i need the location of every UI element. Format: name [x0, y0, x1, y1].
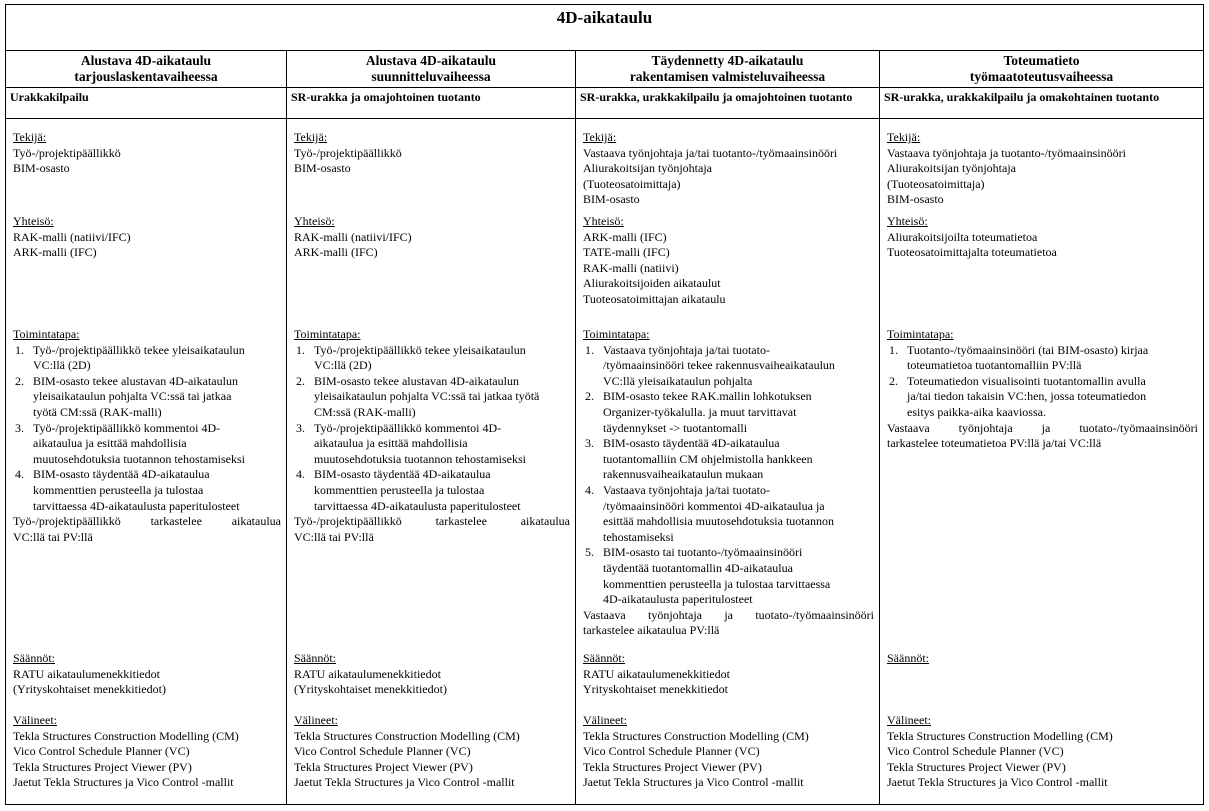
column-1 — [6, 50, 286, 804]
column-heading-line-2: suunnitteluvaiheessa — [371, 69, 491, 84]
saannot-section — [583, 651, 874, 698]
step-line: 1. Tuotanto-/työmaainsinööri (tai BIM-osasto) kirjaa — [907, 342, 1149, 357]
yhteiso-line: Aliurakoitsijoiden aikataulut — [583, 276, 721, 291]
closing-line: VC:llä tai PV:llä — [294, 529, 374, 544]
step-line: VC:llä (2D) — [314, 358, 372, 373]
step-item — [27, 374, 281, 421]
yhteiso-section — [13, 214, 281, 261]
step-line: täydennykset -> tuotantomalli — [603, 420, 748, 435]
valineet-line: Tekla Structures Project Viewer (PV) — [294, 759, 473, 774]
valineet-line: Tekla Structures Construction Modelling (CM) — [887, 728, 1113, 743]
saannot-label: Säännöt: — [583, 651, 625, 665]
tekija-line: Aliurakoitsijan työnjohtaja — [583, 161, 712, 176]
valineet-line: Tekla Structures Construction Modelling (CM) — [583, 728, 809, 743]
table-title: 4D-aikataulu — [6, 5, 1203, 51]
step-line: aikataulua ja esittää mahdollisia — [33, 436, 187, 451]
step-item — [27, 343, 281, 374]
valineet-line: Tekla Structures Project Viewer (PV) — [583, 759, 762, 774]
column-heading-line-2: rakentamisen valmisteluvaiheessa — [629, 69, 826, 84]
saannot-section — [887, 651, 1198, 667]
step-line: kommenttien perusteella ja tulostaa tarvittaessa — [603, 576, 831, 591]
toimintatapa-section — [887, 327, 1198, 452]
column-heading — [6, 50, 286, 88]
valineet-line: Tekla Structures Project Viewer (PV) — [887, 759, 1066, 774]
column-heading-line-1: Täydennetty 4D-aikataulu — [651, 53, 804, 68]
tekija-label: Tekijä: — [294, 130, 328, 144]
step-line: VC:llä (2D) — [33, 358, 91, 373]
toimintatapa-label: Toimintatapa: — [887, 327, 954, 341]
toimintatapa-label: Toimintatapa: — [294, 327, 361, 341]
valineet-label: Välineet: — [294, 713, 338, 727]
column-heading-line-2: tarjouslaskentavaiheessa — [74, 69, 218, 84]
tekija-label: Tekijä: — [887, 130, 921, 144]
closing-line: Vastaava työnjohtaja ja tuotato-/työmaainsinööri — [887, 420, 1198, 435]
tekija-line: Vastaava työnjohtaja ja/tai tuotanto-/työmaainsinööri — [583, 145, 838, 160]
step-line: esittää mahdollisia muutosehdotuksia tuotannon — [603, 514, 834, 529]
step-line: täydentää tuotantomallin 4D-aikataulua — [603, 560, 793, 575]
step-item — [901, 343, 1198, 374]
step-line: rakennusvaiheaikataulun mukaan — [603, 467, 764, 482]
closing-line: tarkastelee aikataulua PV:llä — [583, 623, 720, 638]
schedule-table — [5, 4, 1204, 805]
step-line: 4D-aikataulusta paperitulosteet — [603, 592, 753, 607]
tekija-line: Vastaava työnjohtaja ja tuotanto-/työmaainsinööri — [887, 145, 1126, 160]
step-item — [308, 421, 570, 468]
yhteiso-line: TATE-malli (IFC) — [583, 245, 670, 260]
closing-line: Vastaava työnjohtaja ja tuotato-/työmaainsinööri — [583, 607, 874, 622]
tekija-section — [583, 130, 874, 208]
column-3 — [575, 50, 879, 804]
tekija-line: Aliurakoitsijan työnjohtaja — [887, 161, 1016, 176]
step-line: työtä CM:ssä (RAK-malli) — [33, 404, 162, 419]
column-heading-line-1: Toteumatieto — [1003, 53, 1080, 68]
tekija-line: BIM-osasto — [887, 192, 944, 207]
closing-line: tarkastelee toteumatietoa PV:llä ja/tai VC:llä — [887, 436, 1102, 451]
saannot-line: RATU aikataulumenekkitiedot — [294, 666, 441, 681]
column-heading-line-1: Alustava 4D-aikataulu — [80, 53, 212, 68]
valineet-section — [887, 713, 1198, 791]
valineet-section — [294, 713, 570, 791]
toimintatapa-section — [13, 327, 281, 545]
saannot-section — [13, 651, 281, 698]
step-line: 4. BIM-osasto täydentää 4D-aikataulua — [314, 467, 491, 482]
toimintatapa-section — [583, 327, 874, 639]
column-4 — [879, 50, 1203, 804]
step-line: 1. Työ-/projektipäällikkö tekee yleisaikataulun — [314, 342, 526, 357]
yhteiso-section — [294, 214, 570, 261]
step-line: 2. BIM-osasto tekee RAK.mallin lohkotuksen — [603, 389, 812, 404]
column-heading — [287, 50, 575, 88]
step-line: tarvittaessa 4D-aikataulusta paperitulosteet — [33, 498, 240, 513]
steps-list — [294, 343, 570, 515]
column-heading-line-2: työmaatoteutusvaiheessa — [969, 69, 1114, 84]
contract-type: SR-urakka, urakkakilpailu ja omajohtoinen tuotanto — [576, 88, 879, 119]
yhteiso-line: ARK-malli (IFC) — [13, 245, 97, 260]
contract-type: SR-urakka, urakkakilpailu ja omakohtainen tuotanto — [880, 88, 1203, 119]
tekija-line: BIM-osasto — [583, 192, 640, 207]
yhteiso-line: ARK-malli (IFC) — [294, 245, 378, 260]
valineet-line: Jaetut Tekla Structures ja Vico Control -mallit — [887, 775, 1108, 790]
step-item — [901, 374, 1198, 421]
step-line: /työmaainsinööri tekee rakennusvaiheaikataulun — [603, 358, 835, 373]
yhteiso-line: RAK-malli (natiivi/IFC) — [13, 229, 131, 244]
tekija-section — [887, 130, 1198, 208]
tekija-label: Tekijä: — [13, 130, 47, 144]
step-item — [27, 421, 281, 468]
valineet-line: Vico Control Schedule Planner (VC) — [583, 744, 760, 759]
yhteiso-line: RAK-malli (natiivi) — [583, 260, 679, 275]
step-item — [308, 467, 570, 514]
tekija-line: Työ-/projektipäällikkö — [13, 145, 121, 160]
tekija-line: (Tuoteosatoimittaja) — [583, 176, 681, 191]
valineet-section — [13, 713, 281, 791]
saannot-label: Säännöt: — [294, 651, 336, 665]
tekija-label: Tekijä: — [583, 130, 617, 144]
step-line: 3. Työ-/projektipäällikkö kommentoi 4D- — [314, 420, 502, 435]
valineet-section — [583, 713, 874, 791]
saannot-line: Yrityskohtaiset menekkitiedot — [583, 682, 728, 697]
saannot-label: Säännöt: — [887, 651, 929, 665]
step-item — [597, 343, 874, 390]
step-line: yleisaikataulun pohjalta VC:ssä tai jatkaa työtä — [314, 389, 540, 404]
yhteiso-line: ARK-malli (IFC) — [583, 229, 667, 244]
step-item — [597, 483, 874, 545]
column-2 — [286, 50, 575, 804]
yhteiso-label: Yhteisö: — [887, 214, 928, 228]
yhteiso-section — [583, 214, 874, 308]
saannot-line: (Yrityskohtaiset menekkitiedot) — [294, 682, 447, 697]
saannot-line: RATU aikataulumenekkitiedot — [583, 666, 730, 681]
tekija-section — [13, 130, 281, 177]
yhteiso-section — [887, 214, 1198, 261]
step-line: 2. Toteumatiedon visualisointi tuotantomallin avulla — [907, 373, 1146, 388]
tekija-line: Työ-/projektipäällikkö — [294, 145, 402, 160]
step-line: 1. Vastaava työnjohtaja ja/tai tuotato- — [603, 342, 770, 357]
step-line: tarvittaessa 4D-aikataulusta paperitulosteet — [314, 498, 521, 513]
step-line: tehostamiseksi — [603, 529, 674, 544]
closing-line: Työ-/projektipäällikkö tarkastelee aikataulua — [13, 514, 281, 529]
step-line: VC:llä yleisaikataulun pohjalta — [603, 373, 753, 388]
valineet-label: Välineet: — [887, 713, 931, 727]
tekija-line: BIM-osasto — [294, 161, 351, 176]
step-line: muutosehdotuksia tuotannon tehostamiseksi — [314, 451, 526, 466]
step-item — [308, 343, 570, 374]
valineet-label: Välineet: — [13, 713, 57, 727]
step-line: 2. BIM-osasto tekee alustavan 4D-aikataulun — [33, 373, 238, 388]
step-line: toteumatietoa tuotantomalliin PV:llä — [907, 358, 1082, 373]
column-heading — [576, 50, 879, 88]
step-line: ja/tai tiedon takaisin VC:hen, jossa toteumatiedon — [907, 389, 1147, 404]
step-line: 5. BIM-osasto tai tuotanto-/työmaainsinööri — [603, 545, 803, 560]
step-item — [308, 374, 570, 421]
yhteiso-line: RAK-malli (natiivi/IFC) — [294, 229, 412, 244]
valineet-line: Jaetut Tekla Structures ja Vico Control -mallit — [294, 775, 515, 790]
contract-type: SR-urakka ja omajohtoinen tuotanto — [287, 88, 575, 119]
saannot-section — [294, 651, 570, 698]
yhteiso-line: Aliurakoitsijoilta toteumatietoa — [887, 229, 1038, 244]
step-line: Organizer-työkalulla. ja muut tarvittavat — [603, 404, 797, 419]
valineet-line: Vico Control Schedule Planner (VC) — [294, 744, 471, 759]
step-line: CM:ssä (RAK-malli) — [314, 404, 416, 419]
step-line: yleisaikataulun pohjalta VC:ssä tai jatkaa — [33, 389, 232, 404]
step-line: 4. Vastaava työnjohtaja ja/tai tuotato- — [603, 482, 770, 497]
step-line: 3. Työ-/projektipäällikkö kommentoi 4D- — [33, 420, 221, 435]
toimintatapa-section — [294, 327, 570, 545]
valineet-line: Vico Control Schedule Planner (VC) — [887, 744, 1064, 759]
saannot-label: Säännöt: — [13, 651, 55, 665]
step-line: tuotantomalliin CM ohjelmistolla hankkeen — [603, 451, 813, 466]
tekija-line: BIM-osasto — [13, 161, 70, 176]
step-line: kommenttien perusteella ja tulostaa — [33, 482, 204, 497]
yhteiso-line: Tuoteosatoimittajan aikataulu — [583, 291, 726, 306]
contract-type: Urakkakilpailu — [6, 88, 286, 119]
tekija-section — [294, 130, 570, 177]
step-item — [597, 389, 874, 436]
step-line: 1. Työ-/projektipäällikkö tekee yleisaikataulun — [33, 342, 245, 357]
step-line: aikataulua ja esittää mahdollisia — [314, 436, 468, 451]
step-line: 3. BIM-osasto täydentää 4D-aikataulua — [603, 436, 780, 451]
step-item — [597, 545, 874, 607]
yhteiso-line: Tuoteosatoimittajalta toteumatietoa — [887, 245, 1057, 260]
steps-list — [583, 343, 874, 608]
column-heading — [880, 50, 1203, 88]
valineet-line: Tekla Structures Construction Modelling (CM) — [13, 728, 239, 743]
step-line: 2. BIM-osasto tekee alustavan 4D-aikataulun — [314, 373, 519, 388]
column-heading-line-1: Alustava 4D-aikataulu — [365, 53, 497, 68]
yhteiso-label: Yhteisö: — [294, 214, 335, 228]
valineet-line: Tekla Structures Construction Modelling (CM) — [294, 728, 520, 743]
step-item — [27, 467, 281, 514]
tekija-line: (Tuoteosatoimittaja) — [887, 176, 985, 191]
saannot-line: (Yrityskohtaiset menekkitiedot) — [13, 682, 166, 697]
step-line: esitys paikka-aika kaaviossa. — [907, 404, 1046, 419]
yhteiso-label: Yhteisö: — [583, 214, 624, 228]
valineet-line: Vico Control Schedule Planner (VC) — [13, 744, 190, 759]
closing-line: VC:llä tai PV:llä — [13, 529, 93, 544]
step-line: kommenttien perusteella ja tulostaa — [314, 482, 485, 497]
step-item — [597, 436, 874, 483]
toimintatapa-label: Toimintatapa: — [583, 327, 650, 341]
step-line: muutosehdotuksia tuotannon tehostamiseksi — [33, 451, 245, 466]
step-line: 4. BIM-osasto täydentää 4D-aikataulua — [33, 467, 210, 482]
step-line: /työmaainsinööri kommentoi 4D-aikataulua ja — [603, 498, 825, 513]
steps-list — [13, 343, 281, 515]
valineet-line: Jaetut Tekla Structures ja Vico Control -mallit — [583, 775, 804, 790]
valineet-line: Tekla Structures Project Viewer (PV) — [13, 759, 192, 774]
valineet-label: Välineet: — [583, 713, 627, 727]
yhteiso-label: Yhteisö: — [13, 214, 54, 228]
toimintatapa-label: Toimintatapa: — [13, 327, 80, 341]
steps-list — [887, 343, 1198, 421]
valineet-line: Jaetut Tekla Structures ja Vico Control -mallit — [13, 775, 234, 790]
saannot-line: RATU aikataulumenekkitiedot — [13, 666, 160, 681]
closing-line: Työ-/projektipäällikkö tarkastelee aikataulua — [294, 514, 570, 529]
